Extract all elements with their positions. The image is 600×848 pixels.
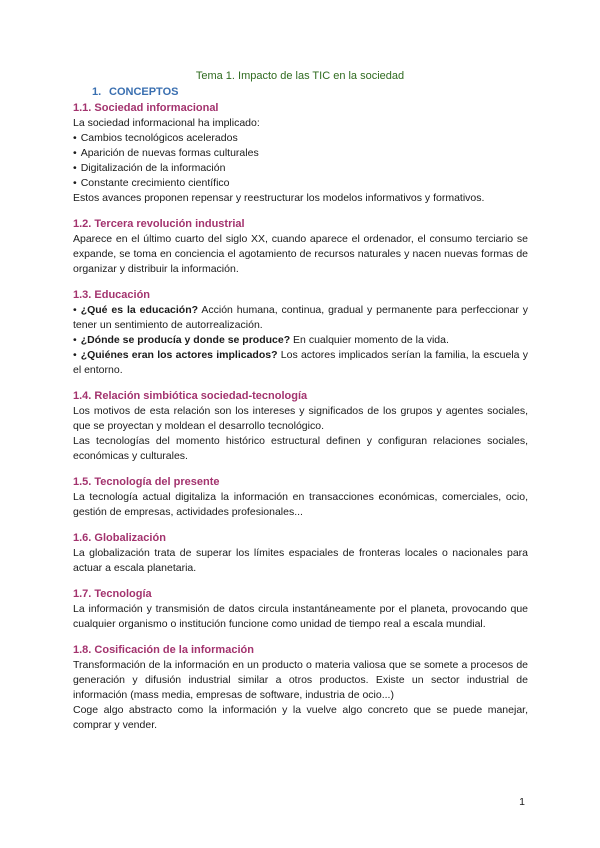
bullet-icon: • <box>73 177 77 189</box>
question: ¿Dónde se producía y donde se produce? <box>80 334 291 346</box>
bullet-icon: • <box>73 132 77 144</box>
paragraph: Los motivos de esta relación son los intereses y significados de los grupos y agentes sociales, que se proyectan y moldean el desarrollo tecnológico. <box>73 405 528 432</box>
list-item <box>73 348 528 378</box>
page-number: 1 <box>519 796 525 808</box>
bullet-icon: • <box>73 162 77 174</box>
subsection-1-5 <box>73 475 528 520</box>
section-heading <box>92 86 178 98</box>
answer: Acción humana, continua, gradual y permanente para perfeccionar y tener un sentimiento de autorrealización. <box>73 304 528 331</box>
list-item: • Cambios tecnológicos acelerados <box>73 132 238 144</box>
subsection-1-8 <box>73 643 528 733</box>
subsection-1-7 <box>73 587 528 632</box>
paragraph: Coge algo abstracto como la información y la vuelve algo concreto que se puede manejar, comprar y vender. <box>73 704 528 731</box>
subsection-heading: 1.4. Relación simbiótica sociedad-tecnología <box>73 390 308 402</box>
paragraph: La información y transmisión de datos circula instantáneamente por el planeta, provocando que cualquier organismo o institución funcione como unidad de tiempo real a escala mundial. <box>73 603 528 630</box>
document-title: Tema 1. Impacto de las TIC en la sociedad <box>195 70 405 82</box>
bullet-icon: • <box>73 304 77 316</box>
subsection-1-6 <box>73 531 528 576</box>
bullet-list <box>73 131 528 191</box>
list-item <box>73 333 528 348</box>
subsection-heading: 1.7. Tecnología <box>73 588 152 600</box>
subsection-heading: 1.1. Sociedad informacional <box>73 102 219 114</box>
question: ¿Quiénes eran los actores implicados? <box>80 349 278 361</box>
subsection-heading: 1.3. Educación <box>73 289 151 301</box>
paragraph: Aparece en el último cuarto del siglo XX, cuando aparece el ordenador, el consumo terciario se expande, se toma en conciencia el agotamiento de recursos naturales y nacen nuevas formas de organizar y distribuir la información. <box>73 233 528 275</box>
list-item: • Digitalización de la información <box>73 162 226 174</box>
bullet-icon: • <box>73 334 77 346</box>
paragraph: La tecnología actual digitaliza la información en transacciones económicas, comerciales, ocio, gestión de empresas, actividades profesionales... <box>73 491 528 518</box>
section-number: 1. <box>92 86 102 98</box>
paragraph: La sociedad informacional ha implicado: <box>73 117 260 129</box>
list-item: • Aparición de nuevas formas culturales <box>73 147 259 159</box>
list-item: • Constante crecimiento científico <box>73 177 230 189</box>
subsection-1-3 <box>73 288 528 378</box>
answer: Los actores implicados serían la familia, la escuela y el entorno. <box>73 349 528 376</box>
subsection-heading: 1.6. Globalización <box>73 532 166 544</box>
bullet-icon: • <box>73 147 77 159</box>
list-item <box>73 303 528 333</box>
paragraph: Estos avances proponen repensar y reestructurar los modelos informativos y formativos. <box>73 192 485 204</box>
bullet-icon: • <box>73 349 77 361</box>
bullet-list <box>73 303 528 378</box>
question: ¿Qué es la educación? <box>80 304 199 316</box>
document-body <box>73 101 528 744</box>
subsection-1-1 <box>73 101 528 206</box>
paragraph: La globalización trata de superar los límites espaciales de fronteras locales o nacionales para actuar a escala planetaria. <box>73 547 528 574</box>
subsection-heading: 1.5. Tecnología del presente <box>73 476 220 488</box>
paragraph: Transformación de la información en un producto o materia valiosa que se somete a procesos de generación y difusión industrial similar a otros productos. Existe un sector industrial de información (mass media, empresas de software, industria de ocio...) <box>73 659 528 701</box>
subsection-1-4 <box>73 389 528 464</box>
answer: En cualquier momento de la vida. <box>290 334 449 346</box>
subsection-heading: 1.2. Tercera revolución industrial <box>73 218 245 230</box>
paragraph: Las tecnologías del momento histórico estructural definen y configuran relaciones sociales, económicas y culturales. <box>73 435 528 462</box>
subsection-heading: 1.8. Cosificación de la información <box>73 644 254 656</box>
section-label: CONCEPTOS <box>109 86 179 98</box>
subsection-1-2 <box>73 217 528 277</box>
